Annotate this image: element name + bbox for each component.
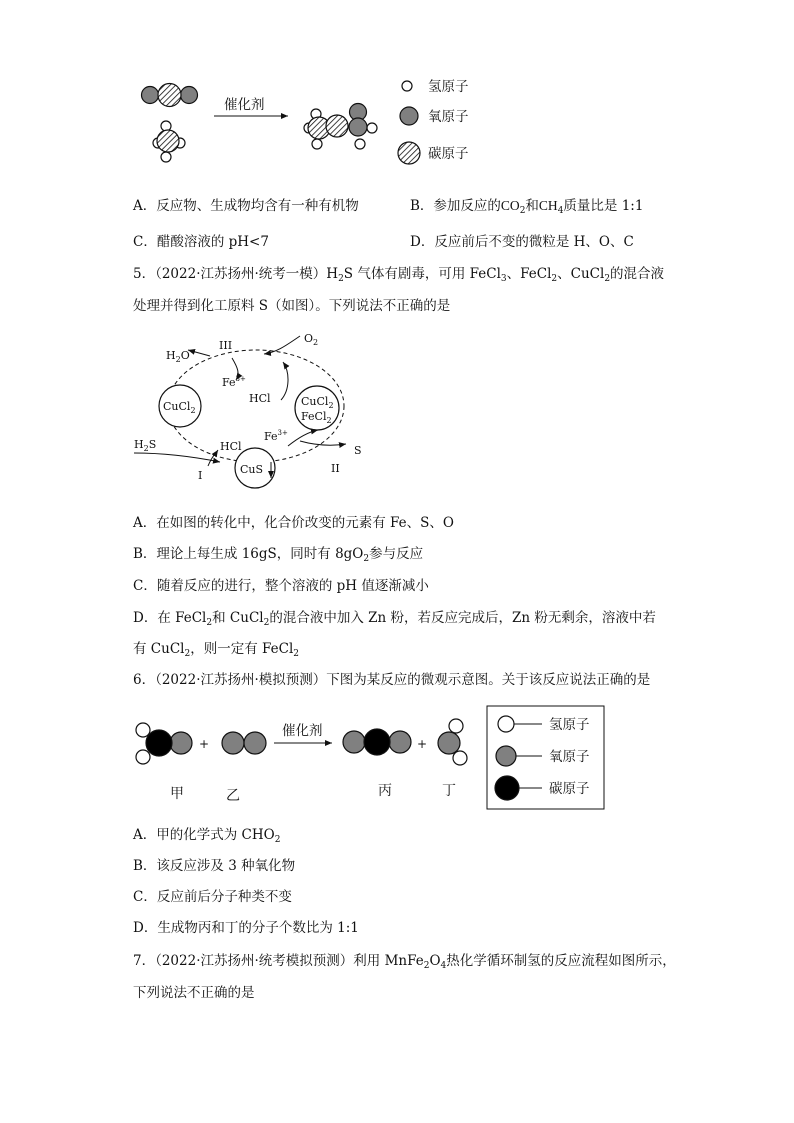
acetic-acid-molecule: [304, 104, 377, 150]
hcl-bottom-label: HCl: [220, 440, 242, 453]
fecl2-right-label: FeCl$_2$: [301, 410, 332, 425]
roman-i: I: [198, 469, 203, 482]
q6-option-c: C．反应前后分子种类不变: [133, 889, 292, 905]
q7-stem-line2: 下列说法不正确的是: [133, 985, 255, 1001]
q6-stem: 6．（2022·江苏扬州·模拟预测）下图为某反应的微观示意图。关于该反应说法正确的是: [133, 672, 651, 688]
q6-catalyst-label: 催化剂: [282, 723, 323, 739]
q6-option-b: B．该反应涉及 3 种氧化物: [133, 858, 296, 874]
cus-label: CuS: [240, 463, 264, 476]
label-bing: 丙: [378, 783, 392, 799]
cucl2-right-label: CuCl$_2$: [301, 395, 334, 410]
q4-option-d: D．反应前后不变的微粒是 H、O、C: [410, 234, 634, 250]
q6-legend: [487, 706, 604, 809]
q6-legend-carbon: 碳原子: [549, 781, 590, 797]
q4-option-b: B．参加反应的$CO_2$和$CH_4$质量比是 1:1: [410, 198, 644, 216]
molecule-yi: [222, 732, 266, 754]
fe3-bottom-label: $Fe^{3+}$: [264, 429, 288, 443]
q6-reaction-diagram: [128, 700, 608, 812]
q4-catalyst-label: 催化剂: [224, 97, 265, 113]
ch4-molecule: [153, 121, 185, 162]
legend-hydrogen: 氢原子: [428, 79, 469, 95]
q6-option-d: D．生成物丙和丁的分子个数比为 1:1: [133, 920, 359, 936]
h2s-label: $H_2S$: [134, 438, 157, 453]
molecule-bing: [343, 729, 411, 755]
q7-stem-line1: 7．（2022·江苏扬州·统考模拟预测）利用 $MnFe_2O_4$热化学循环制氢的反应流程如图所示，: [133, 953, 676, 971]
molecule-ding: [438, 719, 467, 765]
fe3-top-label: $Fe^{3+}$: [222, 375, 246, 389]
q4-legend: [398, 79, 469, 164]
s-label: S: [354, 444, 362, 457]
co2-molecule: [142, 84, 198, 107]
q6-legend-hydrogen: 氢原子: [549, 717, 590, 733]
q5-option-c: C．随着反应的进行，整个溶液的 pH 值逐渐减小: [133, 578, 429, 594]
q5-option-a: A．在如图的转化中，化合价改变的元素有 Fe、S、O: [133, 515, 454, 531]
q5-option-d-line2: 有 CuCl$_2$，则一定有 FeCl$_2$: [133, 641, 299, 659]
q6-legend-oxygen: 氧原子: [549, 749, 590, 765]
o2-label: $O_2$: [304, 332, 319, 347]
roman-ii: II: [331, 462, 340, 475]
q5-stem-line1: 5．（2022·江苏扬州·统考一模）$H_2S$ 气体有剧毒，可用 FeCl$_3$、FeCl$_2$、CuCl$_2$的混合液: [133, 266, 665, 284]
svg-text:+: +: [417, 737, 428, 751]
label-yi: 乙: [226, 788, 240, 804]
q5-cycle-diagram: [128, 328, 388, 492]
q5-stem-line2: 处理并得到化工原料 S（如图）。下列说法不正确的是: [133, 298, 451, 314]
h2o-label: $H_2O$: [166, 349, 190, 364]
hcl-mid-label: HCl: [249, 392, 271, 405]
q4-option-c: C．醋酸溶液的 pH<7: [133, 234, 269, 250]
roman-iii: III: [219, 339, 233, 352]
q4-option-a: A．反应物、生成物均含有一种有机物: [133, 198, 359, 214]
label-ding: 丁: [442, 783, 456, 799]
label-jia: 甲: [170, 786, 184, 802]
legend-carbon: 碳原子: [428, 146, 469, 162]
q5-option-d-line1: D．在 FeCl$_2$和 CuCl$_2$的混合液中加入 Zn 粉，若反应完成后，Zn 粉无剩余，溶液中若: [133, 610, 656, 628]
q5-option-b: B．理论上每生成 16gS，同时有 $8gO_2$参与反应: [133, 546, 424, 564]
q6-option-a: A．甲的化学式为 $CHO_2$: [133, 827, 281, 845]
q4-reaction-diagram: [130, 68, 490, 172]
molecule-jia: [136, 723, 192, 764]
legend-oxygen: 氧原子: [428, 109, 469, 125]
svg-text:+: +: [199, 737, 210, 751]
cucl2-left-label: CuCl$_2$: [163, 400, 196, 415]
